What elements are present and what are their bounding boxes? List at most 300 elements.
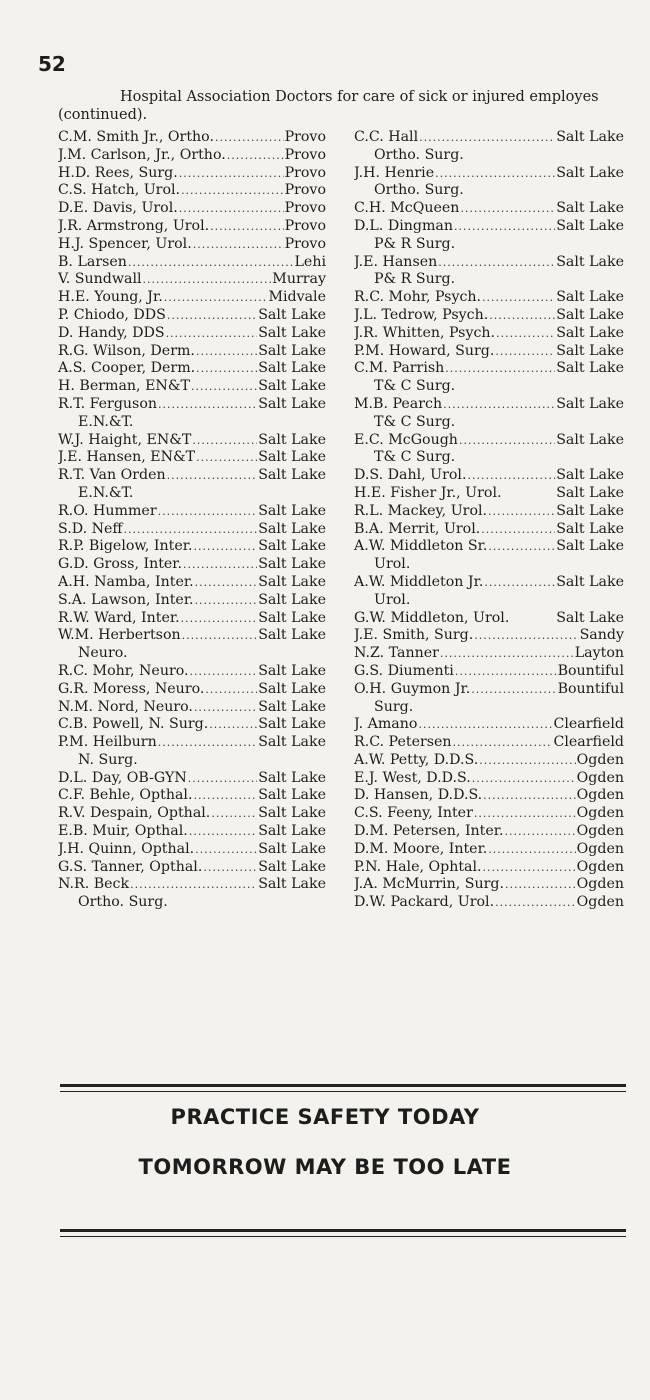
directory-entry [58, 574, 326, 592]
doctor-specialty: Surg. [374, 698, 414, 715]
entry-line [58, 236, 326, 254]
doctor-name: C.F. Behle, Opthal. [58, 787, 193, 804]
doctor-location: Salt Lake [258, 324, 326, 341]
doctor-specialty: Urol. [374, 591, 411, 608]
doctor-location: Salt Lake [556, 129, 624, 145]
entry-line [58, 716, 326, 734]
dot-leader [419, 129, 555, 147]
directory-entry [354, 200, 624, 218]
doctor-location: Ogden [576, 787, 624, 804]
dot-leader [445, 360, 555, 378]
doctor-name: V. Sundwall [58, 271, 142, 288]
entry-line [58, 503, 326, 521]
doctor-location: Clearfield [553, 734, 624, 751]
slogan-line-2: TOMORROW MAY BE TOO LATE [138, 1155, 512, 1179]
directory-entry [354, 681, 624, 717]
doctor-name: P.N. Hale, Ophtal. [354, 858, 482, 875]
doctor-name: C.S. Feeny, Inter [354, 805, 473, 822]
directory-entry [58, 432, 326, 450]
directory-entry [354, 716, 624, 734]
doctor-name: C.B. Powell, N. Surg. [58, 716, 209, 733]
dot-leader [143, 271, 272, 289]
directory-entry [58, 396, 326, 432]
doctor-location: Salt Lake [258, 823, 326, 840]
entry-line [354, 538, 624, 556]
entry-line [354, 663, 624, 681]
entry-line [58, 218, 326, 236]
bottom-rule-thick [60, 1229, 626, 1232]
directory-entry [58, 805, 326, 823]
entry-line [58, 681, 326, 699]
doctor-name: G.W. Middleton, Urol. [354, 609, 510, 626]
doctor-location: Salt Lake [258, 395, 326, 412]
entry-line [58, 271, 326, 289]
dot-leader [193, 236, 284, 254]
doctor-specialty: Ortho. Surg. [374, 146, 464, 163]
doctor-name: N.M. Nord, Neuro. [58, 698, 193, 715]
entry-line [354, 787, 624, 805]
doctor-location: Salt Lake [556, 200, 624, 217]
doctor-name: E.J. West, D.D.S. [354, 769, 471, 786]
entry-line [58, 841, 326, 859]
directory-entry [58, 859, 326, 877]
doctor-location: Sandy [579, 627, 624, 644]
doctor-name: W.M. Herbertson [58, 627, 181, 644]
doctor-name: G.S. Diumenti [354, 662, 454, 679]
dot-leader [205, 681, 257, 699]
doctor-location: Salt Lake [556, 573, 624, 590]
dot-leader [484, 574, 555, 592]
doctor-location: Salt Lake [258, 662, 326, 679]
directory-entry [58, 556, 326, 574]
doctor-name: D. Handy, DDS [58, 324, 165, 341]
dot-leader [203, 859, 257, 877]
directory-entry [58, 627, 326, 663]
intro-text: Hospital Association Doctors for care of sick or injured employes (continued). [58, 89, 599, 123]
directory-entry [58, 343, 326, 361]
doctor-name: C.M. Smith Jr., Ortho. [58, 129, 214, 145]
doctor-location: Salt Lake [556, 360, 624, 377]
entry-line [354, 734, 624, 752]
doctor-location: Salt Lake [258, 449, 326, 466]
entry-line [354, 485, 624, 503]
doctor-name: S.D. Neff [58, 520, 123, 537]
dot-leader [190, 663, 258, 681]
doctor-location: Salt Lake [258, 840, 326, 857]
entry-line [354, 574, 624, 592]
directory-entry [354, 894, 624, 912]
dot-leader [193, 538, 257, 556]
doctor-specialty: N. Surg. [78, 751, 138, 768]
directory-entry [58, 876, 326, 912]
directory-entry [354, 752, 624, 770]
doctor-location: Salt Lake [556, 342, 624, 359]
entry-line [58, 449, 326, 467]
dot-leader [495, 343, 555, 361]
doctor-location: Salt Lake [556, 467, 624, 484]
directory-entry [354, 218, 624, 254]
dot-leader [474, 805, 576, 823]
doctor-name: R.W. Ward, Inter. [58, 609, 180, 626]
dot-leader [191, 378, 257, 396]
doctor-name: E.B. Muir, Opthal. [58, 823, 188, 840]
dot-leader [460, 200, 555, 218]
doctor-name: D.M. Petersen, Inter. [354, 823, 504, 840]
directory-entry [354, 859, 624, 877]
dot-leader [472, 770, 576, 788]
dot-leader [488, 538, 555, 556]
right-directory-column [354, 129, 624, 912]
doctor-location: Bountiful [557, 662, 624, 679]
doctor-location: Salt Lake [258, 716, 326, 733]
dot-leader [196, 343, 257, 361]
entry-line [354, 770, 624, 788]
directory-entry [58, 449, 326, 467]
dot-leader [181, 610, 258, 628]
doctor-name: J. Amano [354, 716, 418, 733]
directory-entry [58, 254, 326, 272]
entry-line [58, 432, 326, 450]
entry-line [354, 129, 624, 147]
doctor-location: Salt Lake [258, 805, 326, 822]
doctor-name: G.S. Tanner, Opthal. [58, 858, 203, 875]
directory-entry [354, 467, 624, 485]
doctor-specialty: E.N.&T. [78, 413, 134, 430]
doctor-name: D.E. Davis, Urol. [58, 200, 178, 217]
directory-entry [58, 503, 326, 521]
doctor-location: Salt Lake [258, 680, 326, 697]
dot-leader [227, 147, 284, 165]
dot-leader [211, 805, 257, 823]
dot-leader [196, 449, 257, 467]
dot-leader [158, 503, 258, 521]
dot-leader [488, 503, 555, 521]
dot-leader [496, 325, 555, 343]
doctor-name: C.H. McQueen [354, 200, 460, 217]
directory-entry [354, 627, 624, 645]
doctor-location: Salt Lake [556, 306, 624, 323]
dot-leader [489, 307, 555, 325]
doctor-name: J.L. Tedrow, Psych. [354, 306, 489, 323]
directory-entry [58, 129, 326, 147]
dot-leader [167, 307, 257, 325]
dot-leader [443, 396, 555, 414]
doctor-location: Ogden [576, 823, 624, 840]
doctor-location: Salt Lake [258, 573, 326, 590]
directory-entry [58, 325, 326, 343]
page-number: 52 [38, 52, 66, 76]
doctor-location: Salt Lake [556, 289, 624, 306]
entry-line [58, 200, 326, 218]
dot-leader [459, 432, 555, 450]
doctor-location: Salt Lake [556, 164, 624, 181]
entry-line [354, 360, 624, 378]
entry-line [354, 823, 624, 841]
doctor-name: B. Larsen [58, 253, 127, 270]
doctor-name: N.R. Beck [58, 876, 130, 893]
doctor-location: Ogden [576, 894, 624, 911]
doctor-location: Salt Lake [258, 787, 326, 804]
doctor-name: H.E. Young, Jr. [58, 289, 163, 306]
doctor-name: P.M. Howard, Surg. [354, 342, 495, 359]
dot-leader [418, 716, 552, 734]
entry-line [354, 805, 624, 823]
doctor-location: Midvale [268, 289, 326, 306]
dot-leader [215, 129, 284, 147]
dot-leader [128, 254, 294, 272]
doctor-name: J.E. Hansen [354, 253, 438, 270]
doctor-name: R.V. Despain, Opthal. [58, 805, 211, 822]
doctor-location: Salt Lake [556, 431, 624, 448]
doctor-location: Salt Lake [258, 609, 326, 626]
doctor-name: C.C. Hall [354, 129, 419, 145]
left-directory-column [58, 129, 326, 912]
doctor-name: J.H. Henrie [354, 164, 435, 181]
directory-entry [354, 396, 624, 432]
dot-leader [438, 254, 555, 272]
entry-line [354, 876, 624, 894]
entry-line [354, 521, 624, 539]
dot-leader [505, 876, 576, 894]
doctor-location: Salt Lake [556, 502, 624, 519]
doctor-location: Salt Lake [258, 502, 326, 519]
entry-line [58, 859, 326, 877]
doctor-specialty: P& R Surg. [374, 271, 456, 288]
dot-leader [471, 681, 556, 699]
entry-line [354, 200, 624, 218]
doctor-location: Murray [272, 271, 326, 288]
doctor-location: Salt Lake [258, 306, 326, 323]
directory-entry [58, 307, 326, 325]
doctor-name: H.E. Fisher Jr., Urol. [354, 484, 502, 501]
entry-line [58, 129, 326, 147]
doctor-location: Salt Lake [556, 520, 624, 537]
dot-leader [479, 752, 575, 770]
dot-leader [455, 663, 557, 681]
directory-entry [354, 574, 624, 610]
doctor-location: Bountiful [557, 680, 624, 697]
directory-entry [58, 538, 326, 556]
directory-entry [58, 716, 326, 734]
dot-leader [495, 894, 576, 912]
entry-line [354, 681, 624, 699]
directory-entry [354, 307, 624, 325]
doctor-location: Salt Lake [556, 538, 624, 555]
doctor-location: Clearfield [553, 716, 624, 733]
doctor-location: Salt Lake [556, 324, 624, 341]
doctor-name: P. Chiodo, DDS [58, 306, 166, 323]
directory-entry [354, 521, 624, 539]
entry-line [354, 165, 624, 183]
doctor-location: Salt Lake [258, 378, 326, 395]
directory-entry [58, 770, 326, 788]
directory-entry [354, 841, 624, 859]
entry-line [354, 894, 624, 912]
directory-entry [58, 147, 326, 165]
directory-entry [58, 592, 326, 610]
directory-entry [354, 165, 624, 201]
doctor-name: R.C. Petersen [354, 734, 452, 751]
doctor-name: S.A. Lawson, Inter. [58, 591, 194, 608]
doctor-location: Layton [574, 645, 624, 662]
entry-line [354, 396, 624, 414]
entry-line [58, 538, 326, 556]
doctor-name: A.S. Cooper, Derm. [58, 360, 196, 377]
doctor-name: H.D. Rees, Surg. [58, 164, 178, 181]
directory-entry [354, 360, 624, 396]
directory-entry [354, 254, 624, 290]
doctor-location: Provo [284, 200, 326, 217]
doctor-location: Ogden [576, 751, 624, 768]
dot-leader [193, 787, 257, 805]
directory-entry [354, 663, 624, 681]
dot-leader [182, 627, 258, 645]
directory-entry [58, 787, 326, 805]
doctor-name: W.J. Haight, EN&T [58, 431, 192, 448]
doctor-name: P.M. Heilburn [58, 734, 157, 751]
doctor-location: Salt Lake [258, 734, 326, 751]
dot-leader [195, 592, 258, 610]
entry-line [58, 182, 326, 200]
directory-entry [58, 271, 326, 289]
doctor-name: J.H. Quinn, Opthal. [58, 840, 195, 857]
directory-entry [354, 503, 624, 521]
doctor-name: O.H. Guymon Jr. [354, 680, 471, 697]
doctor-name: J.R. Armstrong, Urol. [58, 217, 210, 234]
dot-leader [181, 182, 284, 200]
entry-line [354, 254, 624, 272]
entry-line [354, 467, 624, 485]
entry-line [354, 325, 624, 343]
entry-line [58, 627, 326, 645]
entry-line [58, 467, 326, 485]
directory-entry [58, 699, 326, 717]
entry-line [58, 610, 326, 628]
doctor-location: Salt Lake [258, 556, 326, 573]
dot-leader [482, 289, 555, 307]
doctor-specialty: Ortho. Surg. [374, 182, 464, 199]
top-rule-thin [60, 1091, 626, 1092]
directory-entry [354, 610, 624, 628]
doctor-location: Salt Lake [258, 538, 326, 555]
dot-leader [474, 627, 578, 645]
doctor-location: Salt Lake [556, 217, 624, 234]
doctor-name: R.C. Mohr, Neuro. [58, 662, 189, 679]
dot-leader [192, 432, 257, 450]
doctor-location: Lehi [294, 253, 326, 270]
doctor-location: Salt Lake [556, 484, 624, 501]
dot-leader [124, 521, 258, 539]
directory-entry [354, 770, 624, 788]
doctor-location: Salt Lake [556, 395, 624, 412]
directory-entry [354, 538, 624, 574]
directory-entry [354, 343, 624, 361]
entry-line [354, 289, 624, 307]
dot-leader [483, 859, 576, 877]
doctor-location: Salt Lake [258, 360, 326, 377]
directory-entry [354, 823, 624, 841]
dot-leader [195, 574, 258, 592]
doctor-location: Salt Lake [556, 253, 624, 270]
doctor-name: H.J. Spencer, Urol. [58, 235, 192, 252]
doctor-location: Ogden [576, 805, 624, 822]
directory-entry [354, 289, 624, 307]
doctor-name: J.A. McMurrin, Surg. [354, 876, 504, 893]
dot-leader [440, 645, 574, 663]
entry-line [58, 787, 326, 805]
doctor-specialty: P& R Surg. [374, 235, 456, 252]
doctor-specialty: T& C Surg. [374, 378, 456, 395]
doctor-name: M.B. Pearch [354, 395, 443, 412]
directory-entry [58, 289, 326, 307]
entry-line [354, 432, 624, 450]
doctor-location: Provo [284, 164, 326, 181]
doctor-name: D.L. Day, OB-GYN [58, 769, 187, 786]
directory-entry [58, 182, 326, 200]
dot-leader [435, 165, 555, 183]
doctor-location: Salt Lake [258, 520, 326, 537]
doctor-name: G.R. Moress, Neuro. [58, 680, 205, 697]
directory-entry [354, 787, 624, 805]
doctor-specialty: E.N.&T. [78, 484, 134, 501]
directory-entry [58, 218, 326, 236]
doctor-location: Salt Lake [258, 467, 326, 484]
directory-entry [58, 681, 326, 699]
entry-line [58, 289, 326, 307]
doctor-name: C.S. Hatch, Urol. [58, 182, 181, 199]
doctor-name: H. Berman, EN&T [58, 378, 190, 395]
entry-line [58, 805, 326, 823]
doctor-name: D.M. Moore, Inter. [354, 840, 488, 857]
directory-entry [58, 200, 326, 218]
doctor-location: Provo [284, 146, 326, 163]
doctor-name: D.W. Packard, Urol. [354, 894, 495, 911]
doctor-name: B.A. Merrit, Urol. [354, 520, 481, 537]
directory-entry [354, 805, 624, 823]
directory-entry [58, 841, 326, 859]
entry-line [354, 503, 624, 521]
top-rule-thick [60, 1084, 626, 1087]
doctor-name: R.G. Wilson, Derm. [58, 342, 195, 359]
directory-entry [354, 485, 624, 503]
doctor-location: Salt Lake [258, 769, 326, 786]
doctor-name: R.P. Bigelow, Inter. [58, 538, 193, 555]
doctor-name: R.L. Mackey, Urol. [354, 502, 488, 519]
doctor-location: Provo [284, 235, 326, 252]
doctor-name: A.W. Middleton Jr. [354, 573, 484, 590]
entry-line [354, 859, 624, 877]
doctor-name: N.Z. Tanner [354, 645, 439, 662]
entry-line [354, 752, 624, 770]
directory-entry [58, 236, 326, 254]
directory-entry [58, 823, 326, 841]
doctor-location: Ogden [576, 769, 624, 786]
entry-line [58, 556, 326, 574]
dot-leader [188, 770, 257, 788]
doctor-name: C.M. Parrish [354, 360, 445, 377]
dot-leader [195, 841, 257, 859]
doctor-location: Provo [284, 129, 326, 145]
doctor-name: D.S. Dahl, Urol. [354, 467, 467, 484]
directory-entry [58, 467, 326, 503]
doctor-name: A.W. Petty, D.D.S. [354, 751, 479, 768]
dot-leader [505, 823, 576, 841]
dot-leader [166, 325, 258, 343]
directory-entry [58, 378, 326, 396]
doctor-specialty: Neuro. [78, 645, 128, 662]
doctor-name: D.L. Dingman [354, 217, 454, 234]
entry-line [58, 165, 326, 183]
